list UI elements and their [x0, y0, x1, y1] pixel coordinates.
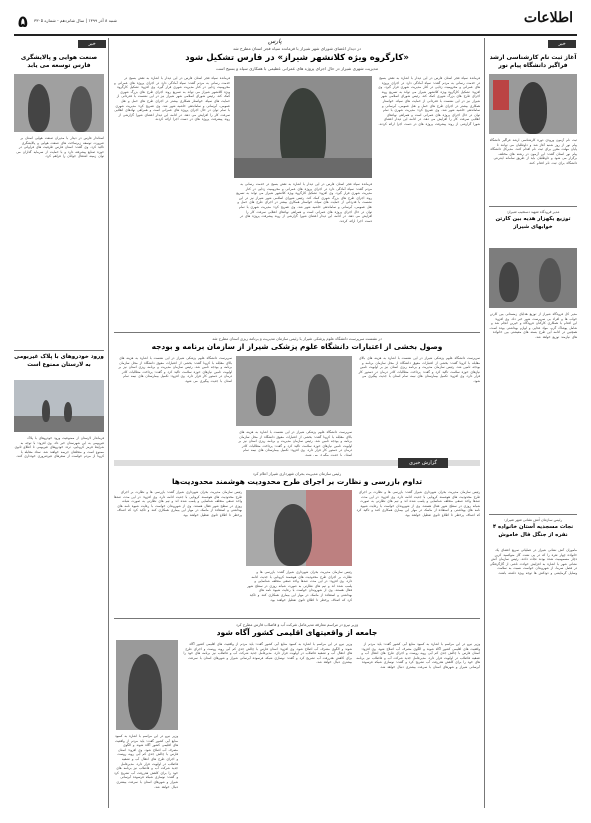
story-d-body-right: وزیر نیرو در این مراسم با اشاره به کمبود منابع آبی کشور گفت: باید مردم از واقعیت های اقلیمی کشور آگاه شوند و الگوی مصرف آب اصلاح شود. وی افزود: استان فارس با چالش جدی کم آبی روبه روست و اجرای طرح های انتقال آب و تصفیه فاضلاب در اولویت قرار دارد. مدیرعامل جدید شرکت آب و فاضلاب نیز برنامه های خود را برای کاهش هدررفت آب تشریح کرد و گفت: نوسازی شبکه فرسوده آبرسانی شیراز و شهرهای استان با سرعت بیشتری دنبال خواهد شد.: [356, 642, 480, 669]
right-divider-1: [489, 206, 577, 207]
page-number: ۵: [18, 12, 28, 31]
left-column-tag: خبر: [78, 40, 106, 48]
masthead-rule: [14, 34, 577, 36]
story-d-title: جامعه از واقعیتهای اقلیمی کشور آگاه شود: [216, 628, 378, 637]
date-issue: شنبه ۸ آذر ۱۳۹۹ | سال شانزدهم - شماره ۳۳۰۵: [34, 18, 117, 23]
story-d-kicker: وزیر نیرو در مراسم معارفه مدیرعامل شرکت آب و فاضلاب فارس مطرح کرد: [235, 622, 359, 627]
top-story-body-right: فرمانده سپاه فجر استان فارس در این دیدار با اشاره به نقش بسیج در خدمت رسانی به مردم گفت: سپاه آمادگی دارد در اجرای پروژه های عمرانی و محرومیت زدایی در کنار مدیریت شهری قرار گیرد. وی افزود: تشکیل کارگروه ویژه کلانشهر شیراز می تواند به تسریع روند اجرای طرح های بزرگ شهری کمک کند. رئیس شورای اسلامی شهر شیراز نیز در این نشست با قدردانی از حمایت های سپاه، خواستار همکاری بیشتر در اجرای طرح های حمل و نقل عمومی، آبرسانی و ساماندهی حاشیه شهر شد. وی تصریح کرد: مدیریت شهری با تمام توان در حال اجرای پروژه های عمرانی است و همراهی نهادهای انقلابی سرعت کار را افزایش می دهد. در ادامه این دیدار اعضای شورا گزارشی از روند پیشرفت پروژه های در دست اجرا ارائه کردند.: [378, 76, 480, 126]
top-story-title: «کارگروه ویژه کلانشهر شیراز» در فارس تشکیل شود: [185, 53, 409, 63]
center-divider-1: [114, 332, 480, 333]
story-d-body-center: وزیر نیرو در این مراسم با اشاره به کمبود منابع آبی کشور گفت: باید مردم از واقعیت های اقلیمی کشور آگاه شوند و الگوی مصرف آب اصلاح شود. وی افزود: استان فارس با چالش جدی کم آبی روبه روست و اجرای طرح های انتقال آب و تصفیه فاضلاب در اولویت قرار دارد. مدیرعامل جدید شرکت آب و فاضلاب نیز برنامه های خود را برای کاهش هدررفت آب تشریح کرد و گفت: نوسازی شبکه فرسوده آبرسانی شیراز و شهرهای استان با سرعت بیشتری دنبال خواهد شد.: [183, 642, 352, 665]
story-c-body-left: رئیس سازمان مدیریت بحران شهرداری شیراز گفت: بازرسی ها و نظارت بر اجرای طرح محدودیت های هوشمند کرونایی با جدیت ادامه دارد. وی افزود: در این مدت صدها واحد صنفی متخلف شناسایی و پلمب شده اند و تیم های نظارتی به صورت شبانه روزی در سطح شهر فعال هستند. وی از شهروندان خواست با رعایت شیوه نامه های بهداشتی و استفاده از ماسک در مهار این بیماری همکاری کنند و تاکید کرد که اصناف پرخطر تا اطلاع ثانوی تعطیل خواهند بود.: [114, 490, 242, 517]
right-story1-title: آغاز ثبت نام کارشناسی ارشد فراگیر دانشگاه پیام نور: [489, 54, 577, 69]
masthead: [14, 10, 577, 32]
top-story-body-center: فرمانده سپاه فجر استان فارس در این دیدار با اشاره به نقش بسیج در خدمت رسانی به مردم گفت: سپاه آمادگی دارد در اجرای پروژه های عمرانی و محرومیت زدایی در کنار مدیریت شهری قرار گیرد. وی افزود: تشکیل کارگروه ویژه کلانشهر شیراز می تواند به تسریع روند اجرای طرح های بزرگ شهری کمک کند. رئیس شورای اسلامی شهر شیراز نیز در این نشست با قدردانی از حمایت های سپاه، خواستار همکاری بیشتر در اجرای طرح های حمل و نقل عمومی، آبرسانی و ساماندهی حاشیه شهر شد. وی تصریح کرد: مدیریت شهری با تمام توان در حال اجرای پروژه های عمرانی است و همراهی نهادهای انقلابی سرعت کار را افزایش می دهد. در ادامه این دیدار اعضای شورا گزارشی از روند پیشرفت پروژه های در دست اجرا ارائه کردند.: [236, 182, 372, 223]
story-b-photo: [236, 356, 352, 426]
right-story3-body: ماموران آتش نشانی شیراز در عملیاتی سریع اعضای یک خانواده چهار نفره را که در پی نشت گاز منوکسید کربن دچار مسمومیت شده بودند نجات دادند. رئیس سازمان آتش نشانی شهر با اشاره به افزایش حوادث ناشی از گازگرفتگی در فصل سرما، از شهروندان خواست نسبت به سلامت وسایل گرمایشی و دودکش ها توجه ویژه داشته باشند.: [489, 548, 577, 575]
top-story-photo: [234, 76, 372, 178]
right-story2-photo: [489, 248, 577, 308]
story-c-body-center: رئیس سازمان مدیریت بحران شهرداری شیراز گفت: بازرسی ها و نظارت بر اجرای طرح محدودیت های هوشمند کرونایی با جدیت ادامه دارد. وی افزود: در این مدت صدها واحد صنفی متخلف شناسایی و پلمب شده اند و تیم های نظارتی به صورت شبانه روزی در سطح شهر فعال هستند. وی از شهروندان خواست با رعایت شیوه نامه های بهداشتی و استفاده از ماسک در مهار این بیماری همکاری کنند و تاکید کرد که اصناف پرخطر تا اطلاع ثانوی تعطیل خواهند بود.: [247, 570, 352, 602]
right-story2-body: مدیر کل فرودگاه شیراز از توزیع هدایای زمستانی بین کارتن خواب ها و افراد بی سرپرست شهر خبر داد. وی افزود: این اقدام با همکاری کارکنان فرودگاه و خیرین انجام شد و شامل پوشاک گرم، مواد غذایی و لوازم بهداشتی بوده است. همچنین در ادامه این طرح بسته های معیشتی بین خانواده های نیازمند توزیع خواهد شد.: [489, 312, 577, 339]
story-b-body-right: سرپرست دانشگاه علوم پزشکی شیراز در این نشست با اشاره به هزینه های بالای مقابله با کرونا گفت: بخشی از اعتبارات معوق دانشگاه از محل سازمان برنامه و بودجه تامین شد. رئیس سازمان مدیریت و برنامه ریزی استان نیز بر اولویت تامین نیازهای حوزه سلامت تاکید کرد و گفت: پرداخت مطالبات کادر درمان در دستور کار قرار دارد. وی افزود: تکمیل بیمارستان های نیمه تمام استان با جدیت پیگیری می شود.: [358, 356, 480, 383]
right-story2-kicker: مدیر فرودگاه شهید دستغیب شیراز:: [506, 210, 560, 214]
story-c-body-right: رئیس سازمان مدیریت بحران شهرداری شیراز گفت: بازرسی ها و نظارت بر اجرای طرح محدودیت های هوشمند کرونایی با جدیت ادامه دارد. وی افزود: در این مدت صدها واحد صنفی متخلف شناسایی و پلمب شده اند و تیم های نظارتی به صورت شبانه روزی در سطح شهر فعال هستند. وی از شهروندان خواست با رعایت شیوه نامه های بهداشتی و استفاده از ماسک در مهار این بیماری همکاری کنند و تاکید کرد که اصناف پرخطر تا اطلاع ثانوی تعطیل خواهند بود.: [356, 490, 480, 517]
section-label: پارس: [268, 38, 282, 45]
left-story1-title: صنعت هوایی و پالایشگری فارس توسعه می یابد: [20, 54, 98, 69]
story-b-title: وصول بخشی از اعتبارات دانشگاه علوم پزشکی شیراز از سازمان برنامه و بودجه: [151, 342, 443, 351]
column-rule-left: [108, 38, 109, 808]
left-story1-body: استاندار فارس در دیدار با مدیران صنعت هوایی استان بر ضرورت توسعه زیرساخت های صنعت هوایی و پالایشگری تاکید کرد. وی گفت: استان فارس ظرفیت های فراوانی در حوزه صنایع پیشرفته دارد و با حمایت از سرمایه گذاران می توان زمینه اشتغال جوانان را فراهم کرد.: [16, 136, 104, 159]
story-c-kicker: رئیس سازمان مدیریت بحران شهرداری شیراز اعلام کرد: [252, 471, 342, 476]
right-story3-title: نجات مسجدیه آستان خانواده ۴ نفره از جنگل فال خاموش: [492, 524, 574, 538]
top-story-kicker: در دیدار اعضای شورای شهر شیراز با فرمانده سپاه فجر استان مطرح شد: [232, 46, 362, 51]
newspaper-logo: اطلاعات: [523, 10, 573, 26]
left-story2-body: فرماندار لارستان از ممنوعیت ورود خودروهای با پلاک غیربومی به این شهرستان خبر داد. وی افزود: با توجه به شرایط قرمز کرونایی، تردد خودروهای غیربومی تا اطلاع ثانوی ممنوع است و متخلفان جریمه خواهند شد. ستاد مقابله با کرونا از مردم خواست از سفرهای غیرضروری خودداری کنند.: [14, 436, 104, 459]
right-story1-body: ثبت نام آزمون ورودی دوره کارشناسی ارشد فراگیر دانشگاه پیام نور از روز شنبه آغاز شد و داوطلبان می توانند تا پایان مهلت مقرر برای ثبت نام اقدام کنند. مدیرکل دانشگاه پیام نور استان گفت: این آزمون در رشته های مختلف برگزار می شود و داوطلبان باید از طریق سامانه اینترنتی دانشگاه برای ثبت نام اقدام کنند.: [489, 138, 577, 165]
right-column-tag: خبر: [548, 40, 576, 48]
top-story-body-left: فرمانده سپاه فجر استان فارس در این دیدار با اشاره به نقش بسیج در خدمت رسانی به مردم گفت: سپاه آمادگی دارد در اجرای پروژه های عمرانی و محرومیت زدایی در کنار مدیریت شهری قرار گیرد. وی افزود: تشکیل کارگروه ویژه کلانشهر شیراز می تواند به تسریع روند اجرای طرح های بزرگ شهری کمک کند. رئیس شورای اسلامی شهر شیراز نیز در این نشست با قدردانی از حمایت های سپاه، خواستار همکاری بیشتر در اجرای طرح های حمل و نقل عمومی، آبرسانی و ساماندهی حاشیه شهر شد. وی تصریح کرد: مدیریت شهری با تمام توان در حال اجرای پروژه های عمرانی است و همراهی نهادهای انقلابی سرعت کار را افزایش می دهد. در ادامه این دیدار اعضای شورا گزارشی از روند پیشرفت پروژه های در دست اجرا ارائه کردند.: [114, 76, 230, 122]
top-story-subtitle: مدیریت شهری شیراز در حال اجرای پروژه های عمرانی عظیمی با همکاری سپاه و بسیج است: [215, 66, 379, 71]
story-d-body-left: وزیر نیرو در این مراسم با اشاره به کمبود منابع آبی کشور گفت: باید مردم از واقعیت های اقلیمی کشور آگاه شوند و الگوی مصرف آب اصلاح شود. وی افزود: استان فارس با چالش جدی کم آبی روبه روست و اجرای طرح های انتقال آب و تصفیه فاضلاب در اولویت قرار دارد. مدیرعامل جدید شرکت آب و فاضلاب نیز برنامه های خود را برای کاهش هدررفت آب تشریح کرد و گفت: نوسازی شبکه فرسوده آبرسانی شیراز و شهرهای استان با سرعت بیشتری دنبال خواهد شد.: [114, 734, 178, 789]
story-d-photo: [116, 640, 178, 730]
left-story1-photo: [14, 74, 104, 132]
left-story2-photo: [14, 380, 104, 432]
center-divider-2: [114, 618, 480, 619]
right-story1-photo: [489, 74, 577, 134]
left-divider-1: [14, 350, 104, 351]
report-tag: گزارش خبری: [398, 458, 448, 468]
story-b-kicker: در نشست سرپرست دانشگاه علوم پزشکی شیراز با رئیس سازمان مدیریت و برنامه ریزی استان مطرح شد: [212, 336, 382, 341]
story-c-photo: [246, 490, 352, 566]
right-divider-2: [489, 514, 577, 515]
left-story2-title: ورود خودروهای با پلاک غیربومی به لارستان ممنوع است: [14, 354, 104, 368]
right-story2-title: توزیع یکهزار هدیه بین کارتن خوابهای شیراز: [495, 216, 571, 230]
right-story3-kicker: رئیس سازمان آتش نشانی شهر شیراز:: [503, 518, 563, 522]
story-b-body-center: سرپرست دانشگاه علوم پزشکی شیراز در این نشست با اشاره به هزینه های بالای مقابله با کرونا گفت: بخشی از اعتبارات معوق دانشگاه از محل سازمان برنامه و بودجه تامین شد. رئیس سازمان مدیریت و برنامه ریزی استان نیز بر اولویت تامین نیازهای حوزه سلامت تاکید کرد و گفت: پرداخت مطالبات کادر درمان در دستور کار قرار دارد. وی افزود: تکمیل بیمارستان های نیمه تمام استان با جدیت پیگیری می شود.: [238, 430, 352, 456]
story-b-body-left: سرپرست دانشگاه علوم پزشکی شیراز در این نشست با اشاره به هزینه های بالای مقابله با کرونا گفت: بخشی از اعتبارات معوق دانشگاه از محل سازمان برنامه و بودجه تامین شد. رئیس سازمان مدیریت و برنامه ریزی استان نیز بر اولویت تامین نیازهای حوزه سلامت تاکید کرد و گفت: پرداخت مطالبات کادر درمان در دستور کار قرار دارد. وی افزود: تکمیل بیمارستان های نیمه تمام استان با جدیت پیگیری می شود.: [118, 356, 232, 383]
story-c-title: تداوم بازرسی و نظارت بر اجرای طرح محدودیت هوشمند محدودیت‌ها: [171, 477, 423, 486]
column-rule-right: [484, 38, 485, 808]
